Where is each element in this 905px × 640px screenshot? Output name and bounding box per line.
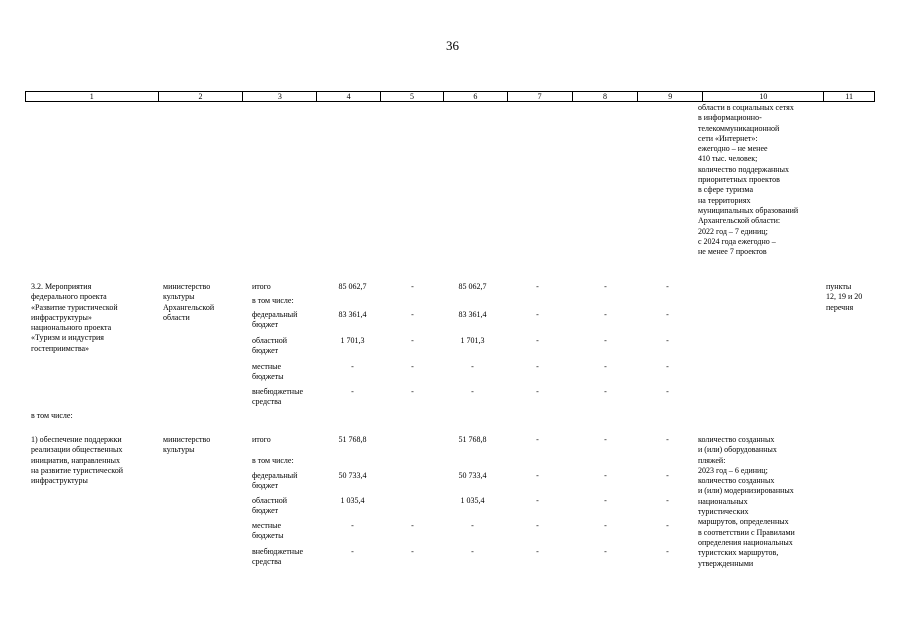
row-label: федеральный бюджет xyxy=(252,310,298,330)
section-3-2-row-including: в том числе: xyxy=(252,296,294,305)
cell-col-4: - xyxy=(351,521,354,530)
cell-col-5: - xyxy=(411,282,414,291)
cell-col-8: - xyxy=(604,496,607,505)
cell-col-9: - xyxy=(666,471,669,480)
cell-col-9: - xyxy=(666,310,669,319)
cell-col-6: 85 062,7 xyxy=(458,282,487,291)
row-label: местные бюджеты xyxy=(252,521,284,541)
cell-col-8: - xyxy=(604,336,607,345)
cell-col-5: - xyxy=(411,521,414,530)
cell-col-9: - xyxy=(666,547,669,556)
header-col-11: 11 xyxy=(823,92,874,101)
row-label: областной бюджет xyxy=(252,336,288,356)
cell-col-4: 85 062,7 xyxy=(338,282,367,291)
including-label: в том числе: xyxy=(31,411,73,420)
row-label: областной бюджет xyxy=(252,496,288,516)
cell-col-5: - xyxy=(411,362,414,371)
header-col-1: 1 xyxy=(89,92,94,101)
cell-col-6: 1 701,3 xyxy=(460,336,485,345)
header-col-3: 3 xyxy=(242,92,316,101)
cell-col-7: - xyxy=(536,282,539,291)
section-3-2-title: 3.2. Мероприятия федерального проекта «Развитие туристической инфраструктуры» национального проекта «Туризм и индустрия гостеприимства» xyxy=(31,282,118,353)
cell-col-4: 1 701,3 xyxy=(340,336,365,345)
indicator-continuation: области в социальных сетях в информационно- телекоммуникационной сети «Интернет»: ежегодно – не менее 410 тыс. человек; количество поддержанных приоритетных проектов в сфере туризма на территориях муниципальных образований Архангельской области: 2022 год – 7 единиц; с 2024 года ежегодно – не менее 7 проектов xyxy=(698,103,799,257)
cell-col-9: - xyxy=(666,521,669,530)
cell-col-7: - xyxy=(536,547,539,556)
cell-col-7: - xyxy=(536,471,539,480)
cell-col-6: 1 035,4 xyxy=(460,496,485,505)
item-1-executor: министерство культуры xyxy=(163,435,211,455)
cell-col-9: - xyxy=(666,435,669,444)
cell-col-4: - xyxy=(351,547,354,556)
row-label: итого xyxy=(252,435,271,444)
header-col-7: 7 xyxy=(507,92,572,101)
cell-col-9: - xyxy=(666,282,669,291)
cell-col-7: - xyxy=(536,435,539,444)
section-3-2-reference: пункты 12, 19 и 20 перечня xyxy=(826,282,863,312)
row-label: внебюджетные средства xyxy=(252,547,303,567)
cell-col-6: - xyxy=(471,547,474,556)
cell-col-8: - xyxy=(604,310,607,319)
header-col-5: 5 xyxy=(380,92,443,101)
cell-col-5: - xyxy=(411,310,414,319)
cell-col-9: - xyxy=(666,362,669,371)
header-col-4: 4 xyxy=(316,92,379,101)
cell-col-7: - xyxy=(536,521,539,530)
row-label: федеральный бюджет xyxy=(252,471,298,491)
cell-col-6: 83 361,4 xyxy=(458,310,487,319)
cell-col-4: - xyxy=(351,387,354,396)
header-col-10: 10 xyxy=(702,92,823,101)
cell-col-7: - xyxy=(536,496,539,505)
cell-col-8: - xyxy=(604,471,607,480)
cell-col-4: 50 733,4 xyxy=(338,471,367,480)
item-1-title: 1) обеспечение поддержки реализации общественных инициатив, направленных на развитие туристической инфраструктуры xyxy=(31,435,124,486)
page-number: 36 xyxy=(446,38,459,53)
cell-col-4: 1 035,4 xyxy=(340,496,365,505)
header-col-9: 9 xyxy=(637,92,702,101)
cell-col-9: - xyxy=(666,496,669,505)
cell-col-8: - xyxy=(604,435,607,444)
header-col-6: 6 xyxy=(443,92,506,101)
section-3-2-executor: министерство культуры Архангельской области xyxy=(163,282,215,322)
cell-col-5: - xyxy=(411,547,414,556)
table-header-row xyxy=(25,91,875,102)
cell-col-8: - xyxy=(604,387,607,396)
cell-col-6: 50 733,4 xyxy=(458,471,487,480)
cell-col-7: - xyxy=(536,362,539,371)
cell-col-4: - xyxy=(351,362,354,371)
cell-col-9: - xyxy=(666,336,669,345)
cell-col-9: - xyxy=(666,387,669,396)
cell-col-8: - xyxy=(604,282,607,291)
row-label: итого xyxy=(252,282,271,291)
row-label: внебюджетные средства xyxy=(252,387,303,407)
cell-col-6: - xyxy=(471,362,474,371)
cell-col-7: - xyxy=(536,336,539,345)
cell-col-7: - xyxy=(536,387,539,396)
cell-col-7: - xyxy=(536,310,539,319)
cell-col-4: 83 361,4 xyxy=(338,310,367,319)
cell-col-6: 51 768,8 xyxy=(458,435,487,444)
cell-col-8: - xyxy=(604,521,607,530)
cell-col-6: - xyxy=(471,387,474,396)
cell-col-4: 51 768,8 xyxy=(338,435,367,444)
cell-col-8: - xyxy=(604,362,607,371)
header-col-8: 8 xyxy=(572,92,637,101)
cell-col-5: - xyxy=(411,336,414,345)
item-1-row-including: в том числе: xyxy=(252,456,294,465)
cell-col-8: - xyxy=(604,547,607,556)
header-col-2: 2 xyxy=(158,92,243,101)
cell-col-6: - xyxy=(471,521,474,530)
row-label: местные бюджеты xyxy=(252,362,284,382)
cell-col-5: - xyxy=(411,387,414,396)
item-1-indicators: количество созданных и (или) оборудованных пляжей: 2023 год – 6 единиц; количество созданных и (или) модернизированных национальных туристических маршрутов, определенных в соответствии с Правилами определения национальных туристских маршрутов, утвержденными xyxy=(698,435,795,568)
